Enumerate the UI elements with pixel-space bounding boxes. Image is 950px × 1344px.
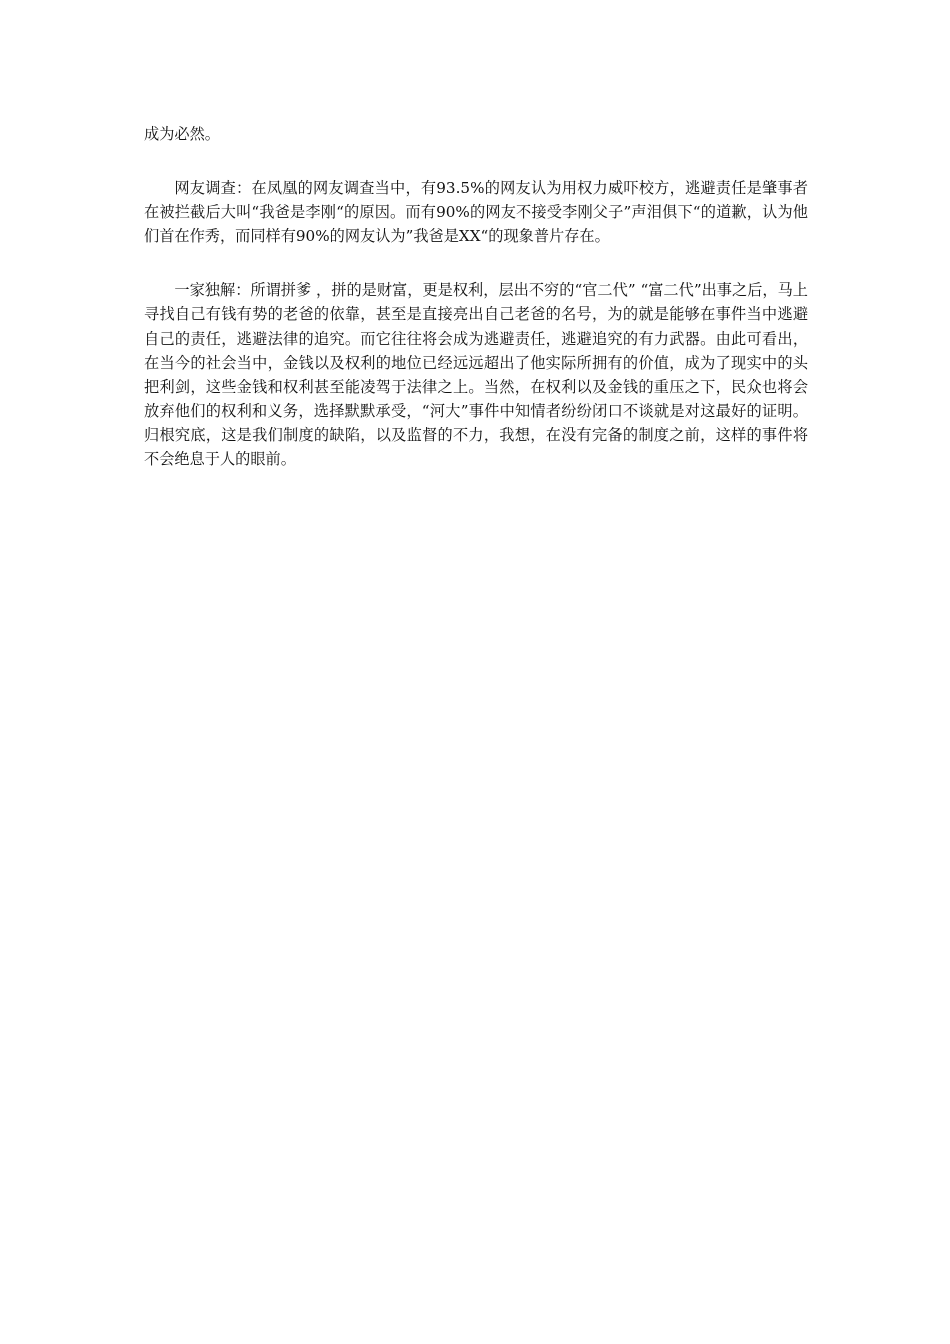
paragraph-analysis: 一家独解：所谓拼爹 ，拼的是财富，更是权利，层出不穷的“官二代” “富二代”出事之后，马上寻找自己有钱有势的老爸的依靠，甚至是直接亮出自己老爸的名号，为的就是能够在事件当中逃避自己的责任，逃避法律的追究。而它往往将会成为逃避责任，逃避追究的有力武器。由此可看出，在当今的社会当中，金钱以及权利的地位已经远远超出了他实际所拥有的价值，成为了现实中的头把利剑，这些金钱和权利甚至能凌驾于法律之上。当然，在权利以及金钱的重压之下，民众也将会放弃他们的权利和义务，选择默默承受，“河大”事件中知情者纷纷闭口不谈就是对这最好的证明。归根究底，这是我们制度的缺陷，以及监督的不力，我想，在没有完备的制度之前，这样的事件将不会绝息于人的眼前。 (144, 281, 808, 469)
paragraph-netizen-survey: 网友调查：在凤凰的网友调查当中，有93.5%的网友认为用权力威吓校方，逃避责任是肇事者在被拦截后大叫“我爸是李刚“的原因。而有90%的网友不接受李刚父子”声泪俱下“的道歉，认为他们首在作秀，而同样有90%的网友认为”我爸是XX“的现象普片存在。 (144, 179, 808, 246)
document-body (144, 122, 808, 471)
paragraph-continuation: 成为必然。 (144, 125, 220, 143)
